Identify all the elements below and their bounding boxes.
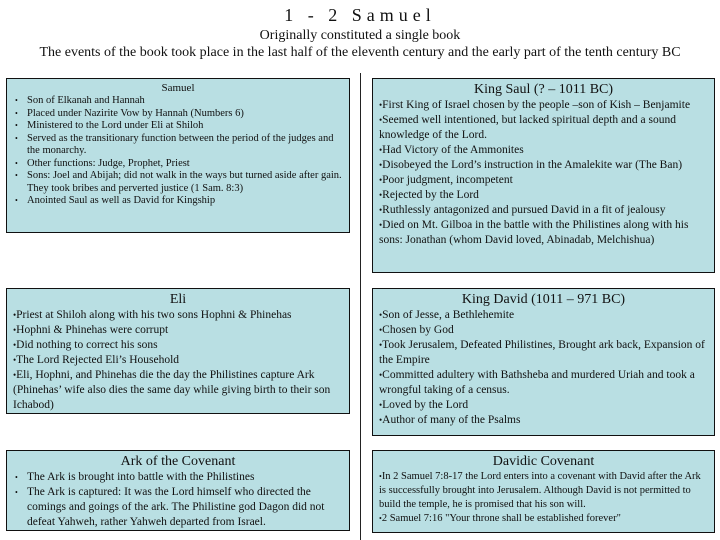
samuel-box-title: Samuel — [161, 82, 195, 94]
list-item: • Committed adultery with Bathsheba and murdered Uriah and took a wrongful taking of a census. — [379, 368, 708, 398]
list-item: • Loved by the Lord — [379, 398, 708, 413]
list-item: • Disobeyed the Lord’s instruction in the Amalekite war (The Ban) — [379, 158, 708, 173]
list-item: • 2 Samuel 7:16 "Your throne shall be established forever" — [379, 512, 708, 526]
list-item: • Had Victory of the Ammonites — [379, 143, 708, 158]
list-item: • Anointed Saul as well as David for Kingship — [13, 195, 343, 208]
list-item: • Did nothing to correct his sons — [13, 338, 343, 353]
list-item: • The Ark is brought into battle with the Philistines — [13, 470, 343, 485]
list-item: • The Lord Rejected Eli’s Household — [13, 353, 343, 368]
king-david-box-title: King David (1011 – 971 BC) — [461, 292, 626, 307]
list-item: • Other functions: Judge, Prophet, Priest — [13, 158, 343, 171]
page-subtitle: Originally constituted a single book — [259, 28, 461, 43]
list-item: • First King of Israel chosen by the people –son of Kish – Benjamite — [379, 98, 708, 113]
ark-of-covenant-box — [6, 450, 350, 531]
ark-of-covenant-box-title: Ark of the Covenant — [120, 454, 236, 469]
davidic-covenant-list — [379, 470, 708, 526]
list-item: • Died on Mt. Gilboa in the battle with the Philistines along with his sons: Jonathan (whom David loved, Abinadab, Melchishua) — [379, 218, 708, 248]
davidic-covenant-box — [372, 450, 715, 533]
list-item: • Son of Elkanah and Hannah — [13, 95, 343, 108]
list-item: • Sons: Joel and Abijah; did not walk in the ways but turned aside after gain. They took bribes and perverted justice (1 Sam. 8:3) — [13, 170, 343, 195]
list-item: • Son of Jesse, a Bethlehemite — [379, 308, 708, 323]
eli-box-title: Eli — [169, 292, 187, 307]
list-item: • Chosen by God — [379, 323, 708, 338]
list-item: • Ruthlessly antagonized and pursued David in a fit of jealousy — [379, 203, 708, 218]
king-saul-box — [372, 78, 715, 273]
list-item: • Priest at Shiloh along with his two sons Hophni & Phinehas — [13, 308, 343, 323]
samuel-box — [6, 78, 350, 233]
list-item: • Took Jerusalem, Defeated Philistines, Brought ark back, Expansion of the Empire — [379, 338, 708, 368]
page-subtitle-dates: The events of the book took place in the last half of the eleventh century and the early part of the tenth century BC — [39, 45, 681, 60]
king-david-box — [372, 288, 715, 436]
davidic-covenant-box-title: Davidic Covenant — [492, 454, 595, 469]
samuel-list — [13, 95, 343, 208]
page-title: 1 - 2 Samuel — [284, 5, 436, 25]
list-item: • Placed under Nazirite Vow by Hannah (Numbers 6) — [13, 108, 343, 121]
list-item: • Eli, Hophni, and Phinehas die the day the Philistines capture Ark (Phinehas’ wife also dies the same day while giving birth to their son Ichabod) — [13, 368, 343, 413]
list-item: • Hophni & Phinehas were corrupt — [13, 323, 343, 338]
center-divider — [360, 73, 361, 540]
list-item: • In 2 Samuel 7:8-17 the Lord enters into a covenant with David after the Ark is successfully brought into Jerusalem. Although David is not permitted to build the temple, he is promised that his son will. — [379, 470, 708, 512]
king-david-list — [379, 308, 708, 428]
eli-list — [13, 308, 343, 413]
eli-box — [6, 288, 350, 414]
king-saul-box-title: King Saul (? – 1011 BC) — [473, 82, 614, 97]
list-item: • Poor judgment, incompetent — [379, 173, 708, 188]
list-item: • The Ark is captured: It was the Lord himself who directed the comings and goings of the ark. The Philistine god Dagon did not defeat Yahweh, rather Yahweh departed from Israel. — [13, 485, 343, 530]
list-item: • Author of many of the Psalms — [379, 413, 708, 428]
king-saul-list — [379, 98, 708, 248]
list-item: • Served as the transitionary function between the period of the judges and the monarchy. — [13, 133, 343, 158]
list-item: • Ministered to the Lord under Eli at Shiloh — [13, 120, 343, 133]
list-item: • Rejected by the Lord — [379, 188, 708, 203]
ark-of-covenant-list — [13, 470, 343, 530]
list-item: • Seemed well intentioned, but lacked spiritual depth and a sound knowledge of the Lord. — [379, 113, 708, 143]
